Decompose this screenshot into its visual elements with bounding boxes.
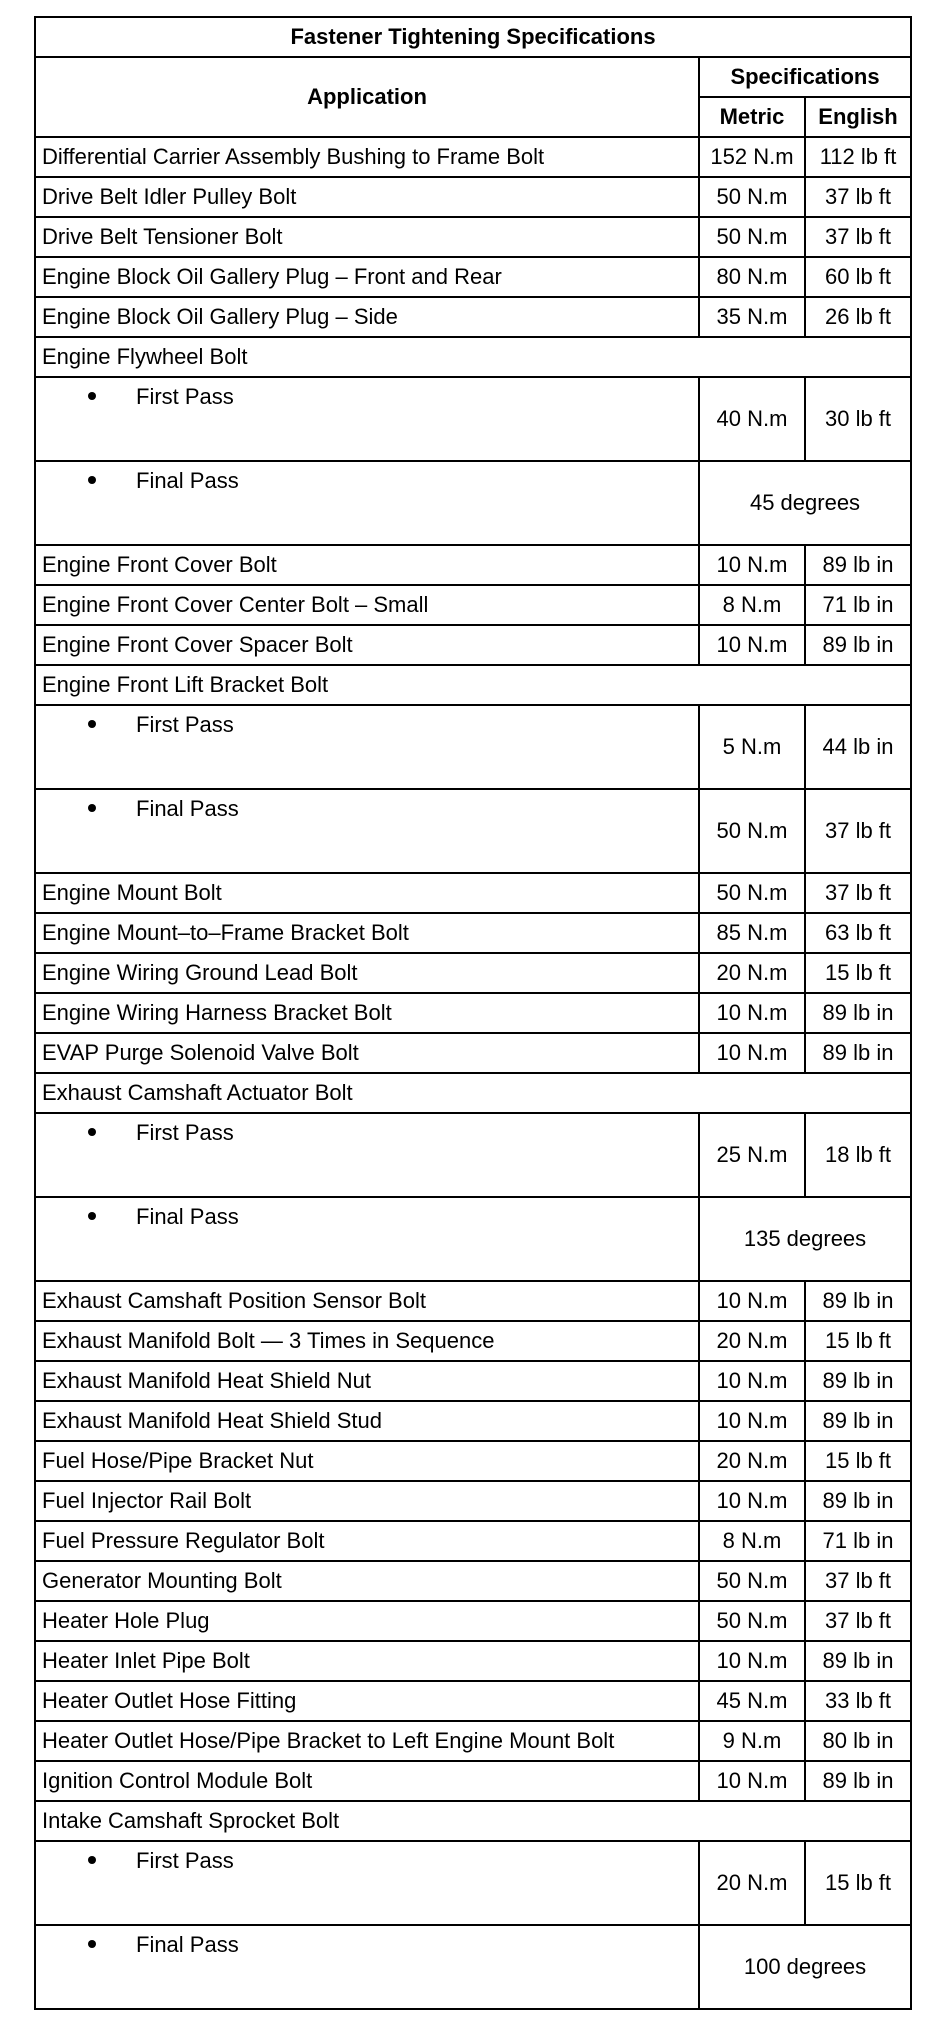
sub-step-cell [35, 377, 699, 461]
table-row [35, 1721, 911, 1761]
application-cell: Exhaust Manifold Heat Shield Nut [35, 1361, 699, 1401]
table-row [35, 1321, 911, 1361]
group-header-row [35, 1801, 911, 1841]
english-cell: 112 lb ft [805, 137, 911, 177]
sub-step-row [35, 789, 911, 873]
application-cell: Heater Hole Plug [35, 1601, 699, 1641]
sub-step-row [35, 377, 911, 461]
group-header-row [35, 1073, 911, 1113]
header-application: Application [35, 57, 699, 137]
bullet-icon [88, 1932, 136, 1958]
english-cell: 15 lb ft [805, 1321, 911, 1361]
table-row [35, 545, 911, 585]
sub-step-row [35, 1841, 911, 1925]
table-row [35, 1641, 911, 1681]
sub-step-cell [35, 1113, 699, 1197]
sub-step-label: First Pass [136, 1848, 234, 1873]
table-row [35, 1561, 911, 1601]
table-row [35, 1361, 911, 1401]
table-row [35, 1441, 911, 1481]
sub-step-row [35, 705, 911, 789]
table-row [35, 297, 911, 337]
english-cell: 37 lb ft [805, 1601, 911, 1641]
application-cell: Ignition Control Module Bolt [35, 1761, 699, 1801]
application-cell: Engine Mount Bolt [35, 873, 699, 913]
application-cell: Engine Front Cover Center Bolt – Small [35, 585, 699, 625]
metric-cell: 50 N.m [699, 177, 805, 217]
metric-cell: 20 N.m [699, 1441, 805, 1481]
english-cell: 89 lb in [805, 993, 911, 1033]
group-header-cell: Exhaust Camshaft Actuator Bolt [35, 1073, 911, 1113]
table-row [35, 137, 911, 177]
application-cell: Drive Belt Idler Pulley Bolt [35, 177, 699, 217]
application-cell: Heater Inlet Pipe Bolt [35, 1641, 699, 1681]
table-row [35, 1401, 911, 1441]
sub-step-label: First Pass [136, 1120, 234, 1145]
group-header-row [35, 337, 911, 377]
english-cell: 44 lb in [805, 705, 911, 789]
metric-cell: 10 N.m [699, 625, 805, 665]
sub-step-cell [35, 1925, 699, 2009]
english-cell: 33 lb ft [805, 1681, 911, 1721]
english-cell: 89 lb in [805, 1401, 911, 1441]
sub-step-label: Final Pass [136, 468, 239, 493]
english-cell: 89 lb in [805, 1361, 911, 1401]
bullet-icon [88, 384, 136, 410]
table-title: Fastener Tightening Specifications [35, 17, 911, 57]
application-cell: Exhaust Camshaft Position Sensor Bolt [35, 1281, 699, 1321]
application-cell: Drive Belt Tensioner Bolt [35, 217, 699, 257]
fastener-spec-table [34, 16, 912, 2010]
metric-cell: 35 N.m [699, 297, 805, 337]
sub-step-cell [35, 789, 699, 873]
sub-step-label: Final Pass [136, 1204, 239, 1229]
english-cell: 37 lb ft [805, 1561, 911, 1601]
sub-step-row [35, 1925, 911, 2009]
application-cell: Heater Outlet Hose/Pipe Bracket to Left Engine Mount Bolt [35, 1721, 699, 1761]
table-row [35, 257, 911, 297]
table-row [35, 1761, 911, 1801]
angle-cell: 135 degrees [699, 1197, 911, 1281]
table-row [35, 1521, 911, 1561]
group-header-cell: Engine Front Lift Bracket Bolt [35, 665, 911, 705]
english-cell: 89 lb in [805, 545, 911, 585]
metric-cell: 20 N.m [699, 1321, 805, 1361]
application-cell: Heater Outlet Hose Fitting [35, 1681, 699, 1721]
metric-cell: 9 N.m [699, 1721, 805, 1761]
angle-cell: 100 degrees [699, 1925, 911, 2009]
header-english: English [805, 97, 911, 137]
table-row [35, 873, 911, 913]
metric-cell: 8 N.m [699, 585, 805, 625]
table-row [35, 953, 911, 993]
table-row [35, 177, 911, 217]
bullet-icon [88, 712, 136, 738]
metric-cell: 10 N.m [699, 1401, 805, 1441]
metric-cell: 20 N.m [699, 1841, 805, 1925]
header-metric: Metric [699, 97, 805, 137]
metric-cell: 10 N.m [699, 993, 805, 1033]
english-cell: 37 lb ft [805, 217, 911, 257]
group-header-cell: Intake Camshaft Sprocket Bolt [35, 1801, 911, 1841]
metric-cell: 10 N.m [699, 1361, 805, 1401]
english-cell: 26 lb ft [805, 297, 911, 337]
metric-cell: 10 N.m [699, 1033, 805, 1073]
metric-cell: 40 N.m [699, 377, 805, 461]
english-cell: 18 lb ft [805, 1113, 911, 1197]
group-header-cell: Engine Flywheel Bolt [35, 337, 911, 377]
bullet-icon [88, 1120, 136, 1146]
english-cell: 60 lb ft [805, 257, 911, 297]
sub-step-label: Final Pass [136, 1932, 239, 1957]
metric-cell: 50 N.m [699, 1601, 805, 1641]
english-cell: 30 lb ft [805, 377, 911, 461]
sub-step-cell [35, 461, 699, 545]
table-row [35, 913, 911, 953]
table-row [35, 1681, 911, 1721]
bullet-icon [88, 796, 136, 822]
english-cell: 71 lb in [805, 585, 911, 625]
metric-cell: 50 N.m [699, 217, 805, 257]
application-cell: Engine Block Oil Gallery Plug – Side [35, 297, 699, 337]
sub-step-row [35, 1113, 911, 1197]
metric-cell: 5 N.m [699, 705, 805, 789]
table-row [35, 1033, 911, 1073]
application-cell: Engine Front Cover Spacer Bolt [35, 625, 699, 665]
metric-cell: 152 N.m [699, 137, 805, 177]
metric-cell: 50 N.m [699, 1561, 805, 1601]
application-cell: Differential Carrier Assembly Bushing to Frame Bolt [35, 137, 699, 177]
english-cell: 89 lb in [805, 1761, 911, 1801]
metric-cell: 10 N.m [699, 1761, 805, 1801]
table-row [35, 217, 911, 257]
application-cell: EVAP Purge Solenoid Valve Bolt [35, 1033, 699, 1073]
sub-step-row [35, 1197, 911, 1281]
bullet-icon [88, 1848, 136, 1874]
application-cell: Fuel Injector Rail Bolt [35, 1481, 699, 1521]
sub-step-label: Final Pass [136, 796, 239, 821]
english-cell: 15 lb ft [805, 1441, 911, 1481]
table-row [35, 625, 911, 665]
metric-cell: 10 N.m [699, 1481, 805, 1521]
english-cell: 15 lb ft [805, 1841, 911, 1925]
english-cell: 71 lb in [805, 1521, 911, 1561]
metric-cell: 45 N.m [699, 1681, 805, 1721]
table-row [35, 1481, 911, 1521]
metric-cell: 20 N.m [699, 953, 805, 993]
metric-cell: 50 N.m [699, 873, 805, 913]
sub-step-cell [35, 1197, 699, 1281]
metric-cell: 25 N.m [699, 1113, 805, 1197]
application-cell: Engine Front Cover Bolt [35, 545, 699, 585]
application-cell: Exhaust Manifold Bolt — 3 Times in Sequence [35, 1321, 699, 1361]
bullet-icon [88, 468, 136, 494]
english-cell: 15 lb ft [805, 953, 911, 993]
english-cell: 89 lb in [805, 1033, 911, 1073]
application-cell: Engine Wiring Harness Bracket Bolt [35, 993, 699, 1033]
english-cell: 37 lb ft [805, 789, 911, 873]
metric-cell: 8 N.m [699, 1521, 805, 1561]
table-body [35, 137, 911, 2009]
metric-cell: 10 N.m [699, 545, 805, 585]
english-cell: 37 lb ft [805, 873, 911, 913]
english-cell: 63 lb ft [805, 913, 911, 953]
metric-cell: 80 N.m [699, 257, 805, 297]
application-cell: Engine Wiring Ground Lead Bolt [35, 953, 699, 993]
application-cell: Fuel Pressure Regulator Bolt [35, 1521, 699, 1561]
bullet-icon [88, 1204, 136, 1230]
sub-step-cell [35, 1841, 699, 1925]
english-cell: 37 lb ft [805, 177, 911, 217]
application-cell: Engine Block Oil Gallery Plug – Front and Rear [35, 257, 699, 297]
table-row [35, 585, 911, 625]
application-cell: Fuel Hose/Pipe Bracket Nut [35, 1441, 699, 1481]
metric-cell: 10 N.m [699, 1641, 805, 1681]
metric-cell: 85 N.m [699, 913, 805, 953]
metric-cell: 50 N.m [699, 789, 805, 873]
english-cell: 89 lb in [805, 1481, 911, 1521]
group-header-row [35, 665, 911, 705]
table-row [35, 993, 911, 1033]
sub-step-label: First Pass [136, 384, 234, 409]
metric-cell: 10 N.m [699, 1281, 805, 1321]
header-specifications: Specifications [699, 57, 911, 97]
sub-step-label: First Pass [136, 712, 234, 737]
table-row [35, 1601, 911, 1641]
application-cell: Exhaust Manifold Heat Shield Stud [35, 1401, 699, 1441]
english-cell: 89 lb in [805, 625, 911, 665]
angle-cell: 45 degrees [699, 461, 911, 545]
application-cell: Generator Mounting Bolt [35, 1561, 699, 1601]
table-row [35, 1281, 911, 1321]
english-cell: 89 lb in [805, 1281, 911, 1321]
english-cell: 89 lb in [805, 1641, 911, 1681]
sub-step-cell [35, 705, 699, 789]
sub-step-row [35, 461, 911, 545]
english-cell: 80 lb in [805, 1721, 911, 1761]
application-cell: Engine Mount–to–Frame Bracket Bolt [35, 913, 699, 953]
